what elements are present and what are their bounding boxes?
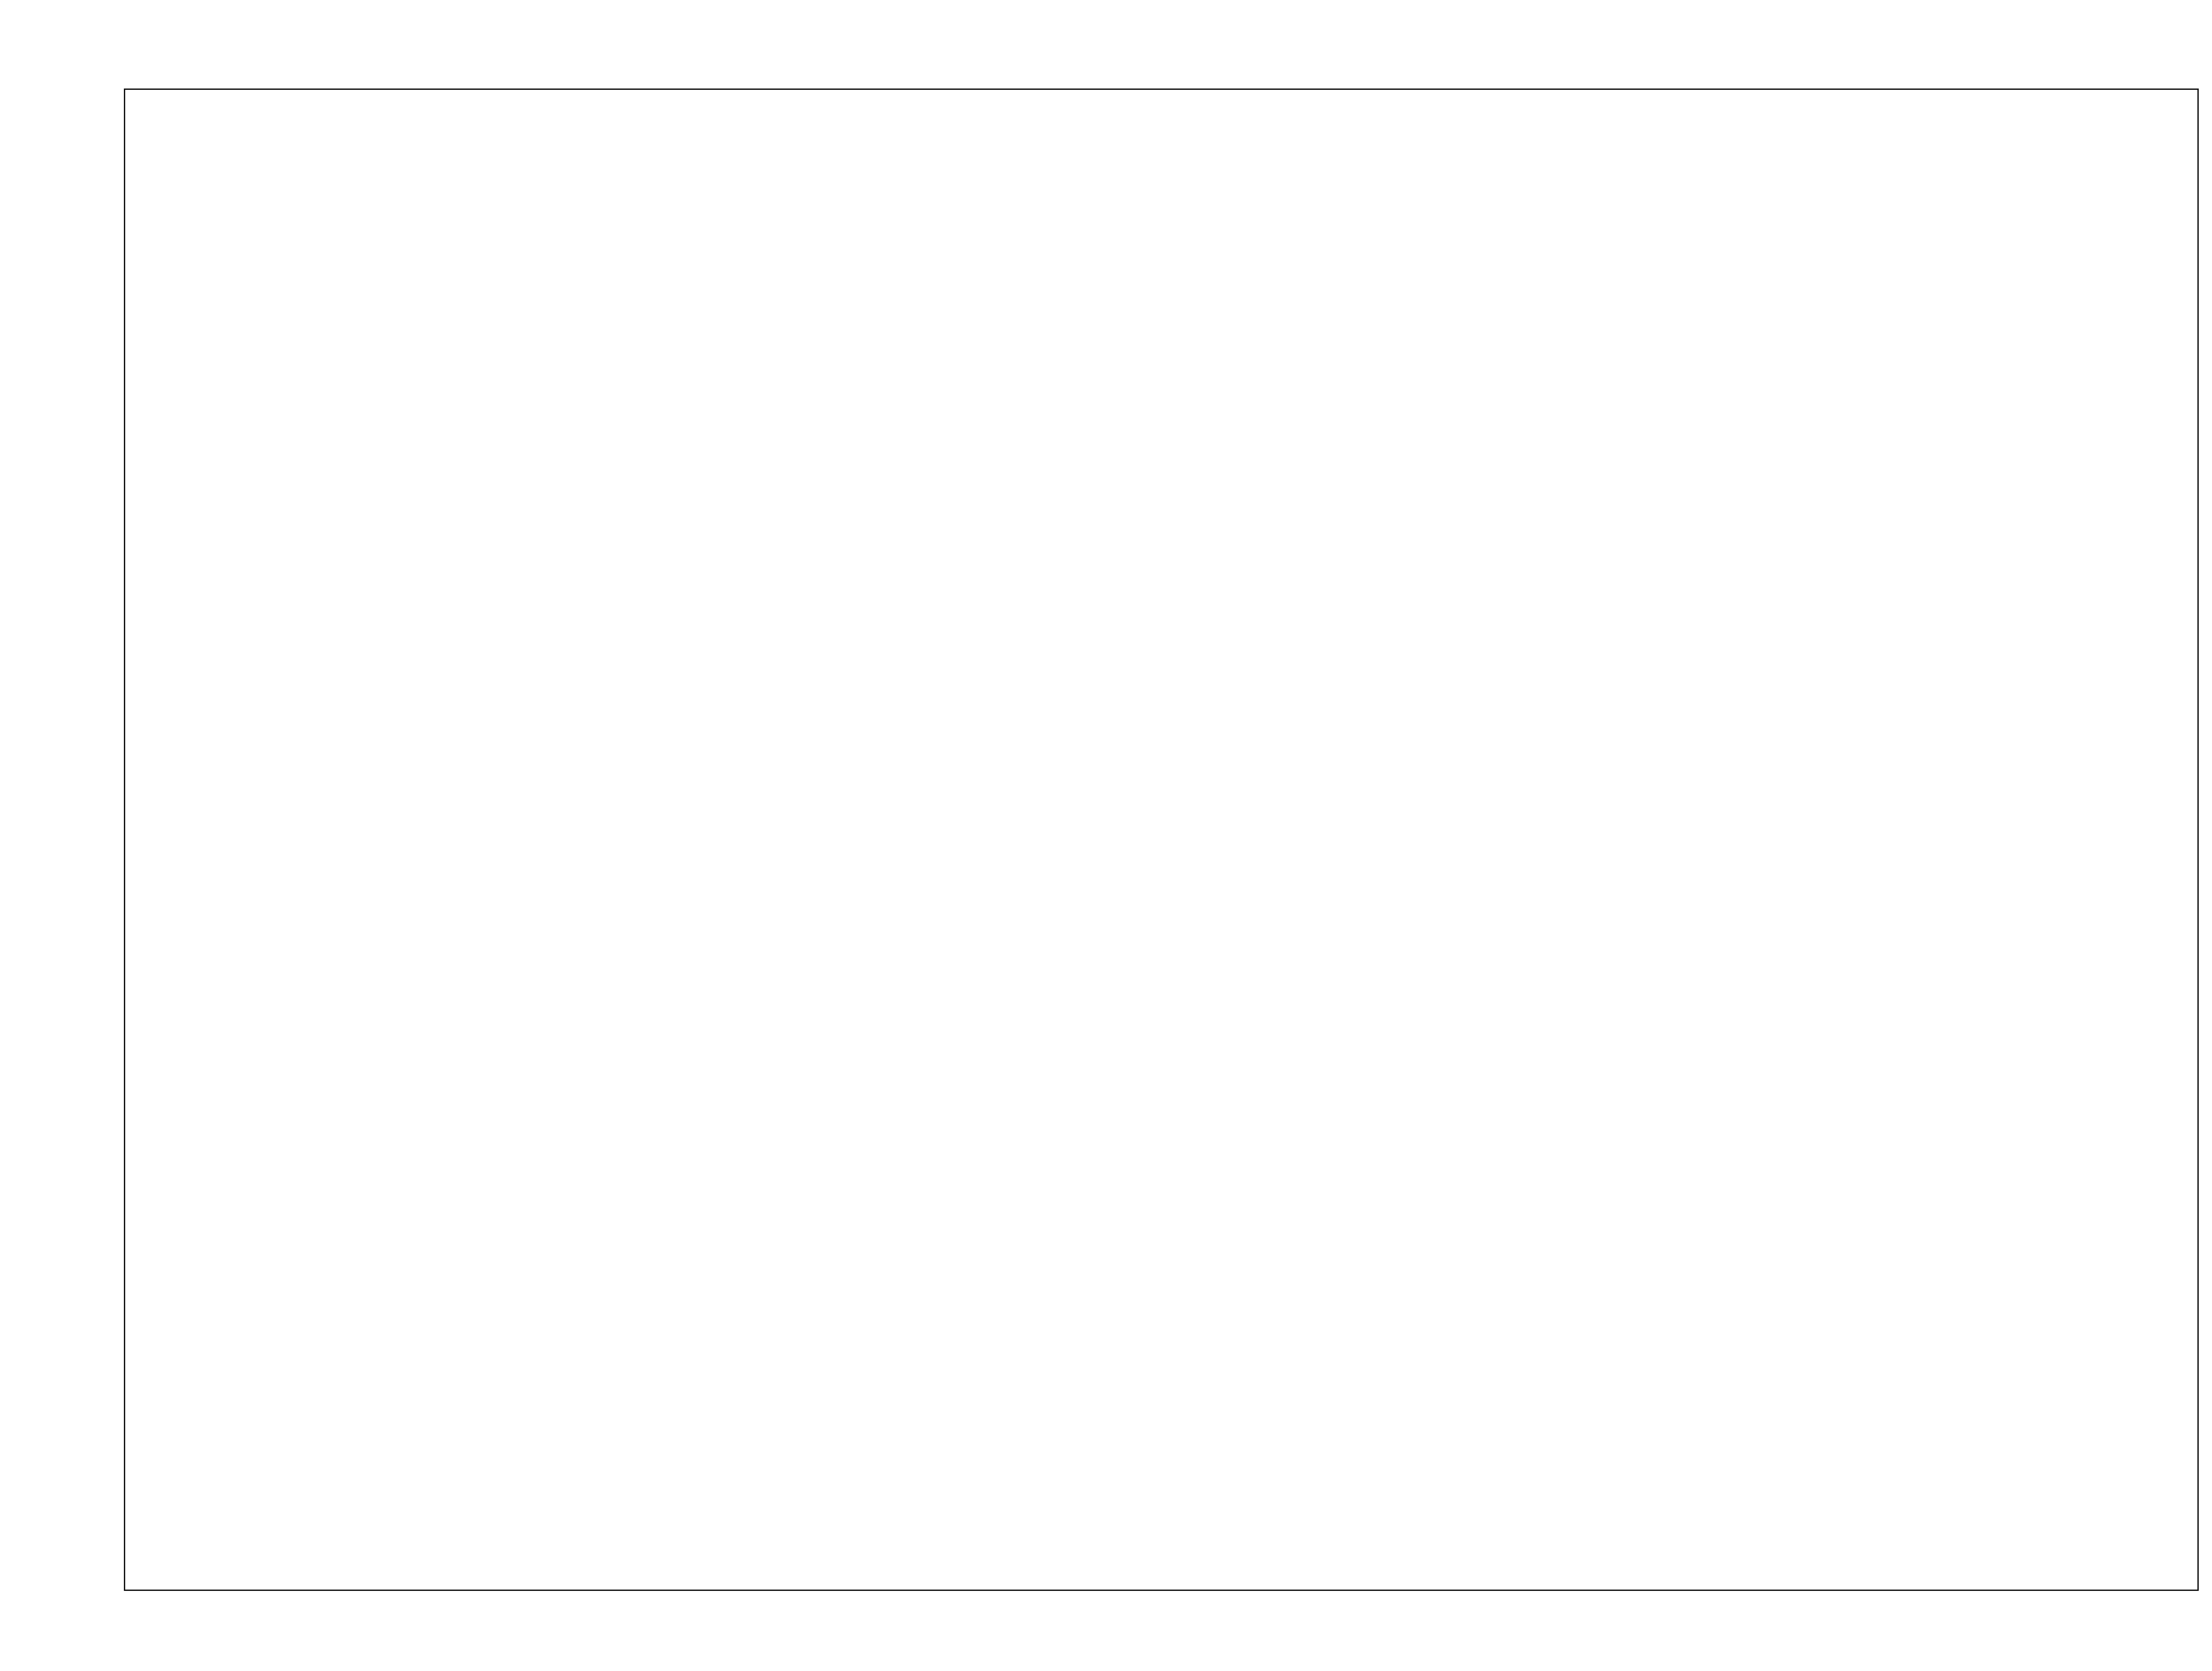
table-frame	[124, 89, 2199, 1591]
table-header	[124, 89, 226, 1591]
